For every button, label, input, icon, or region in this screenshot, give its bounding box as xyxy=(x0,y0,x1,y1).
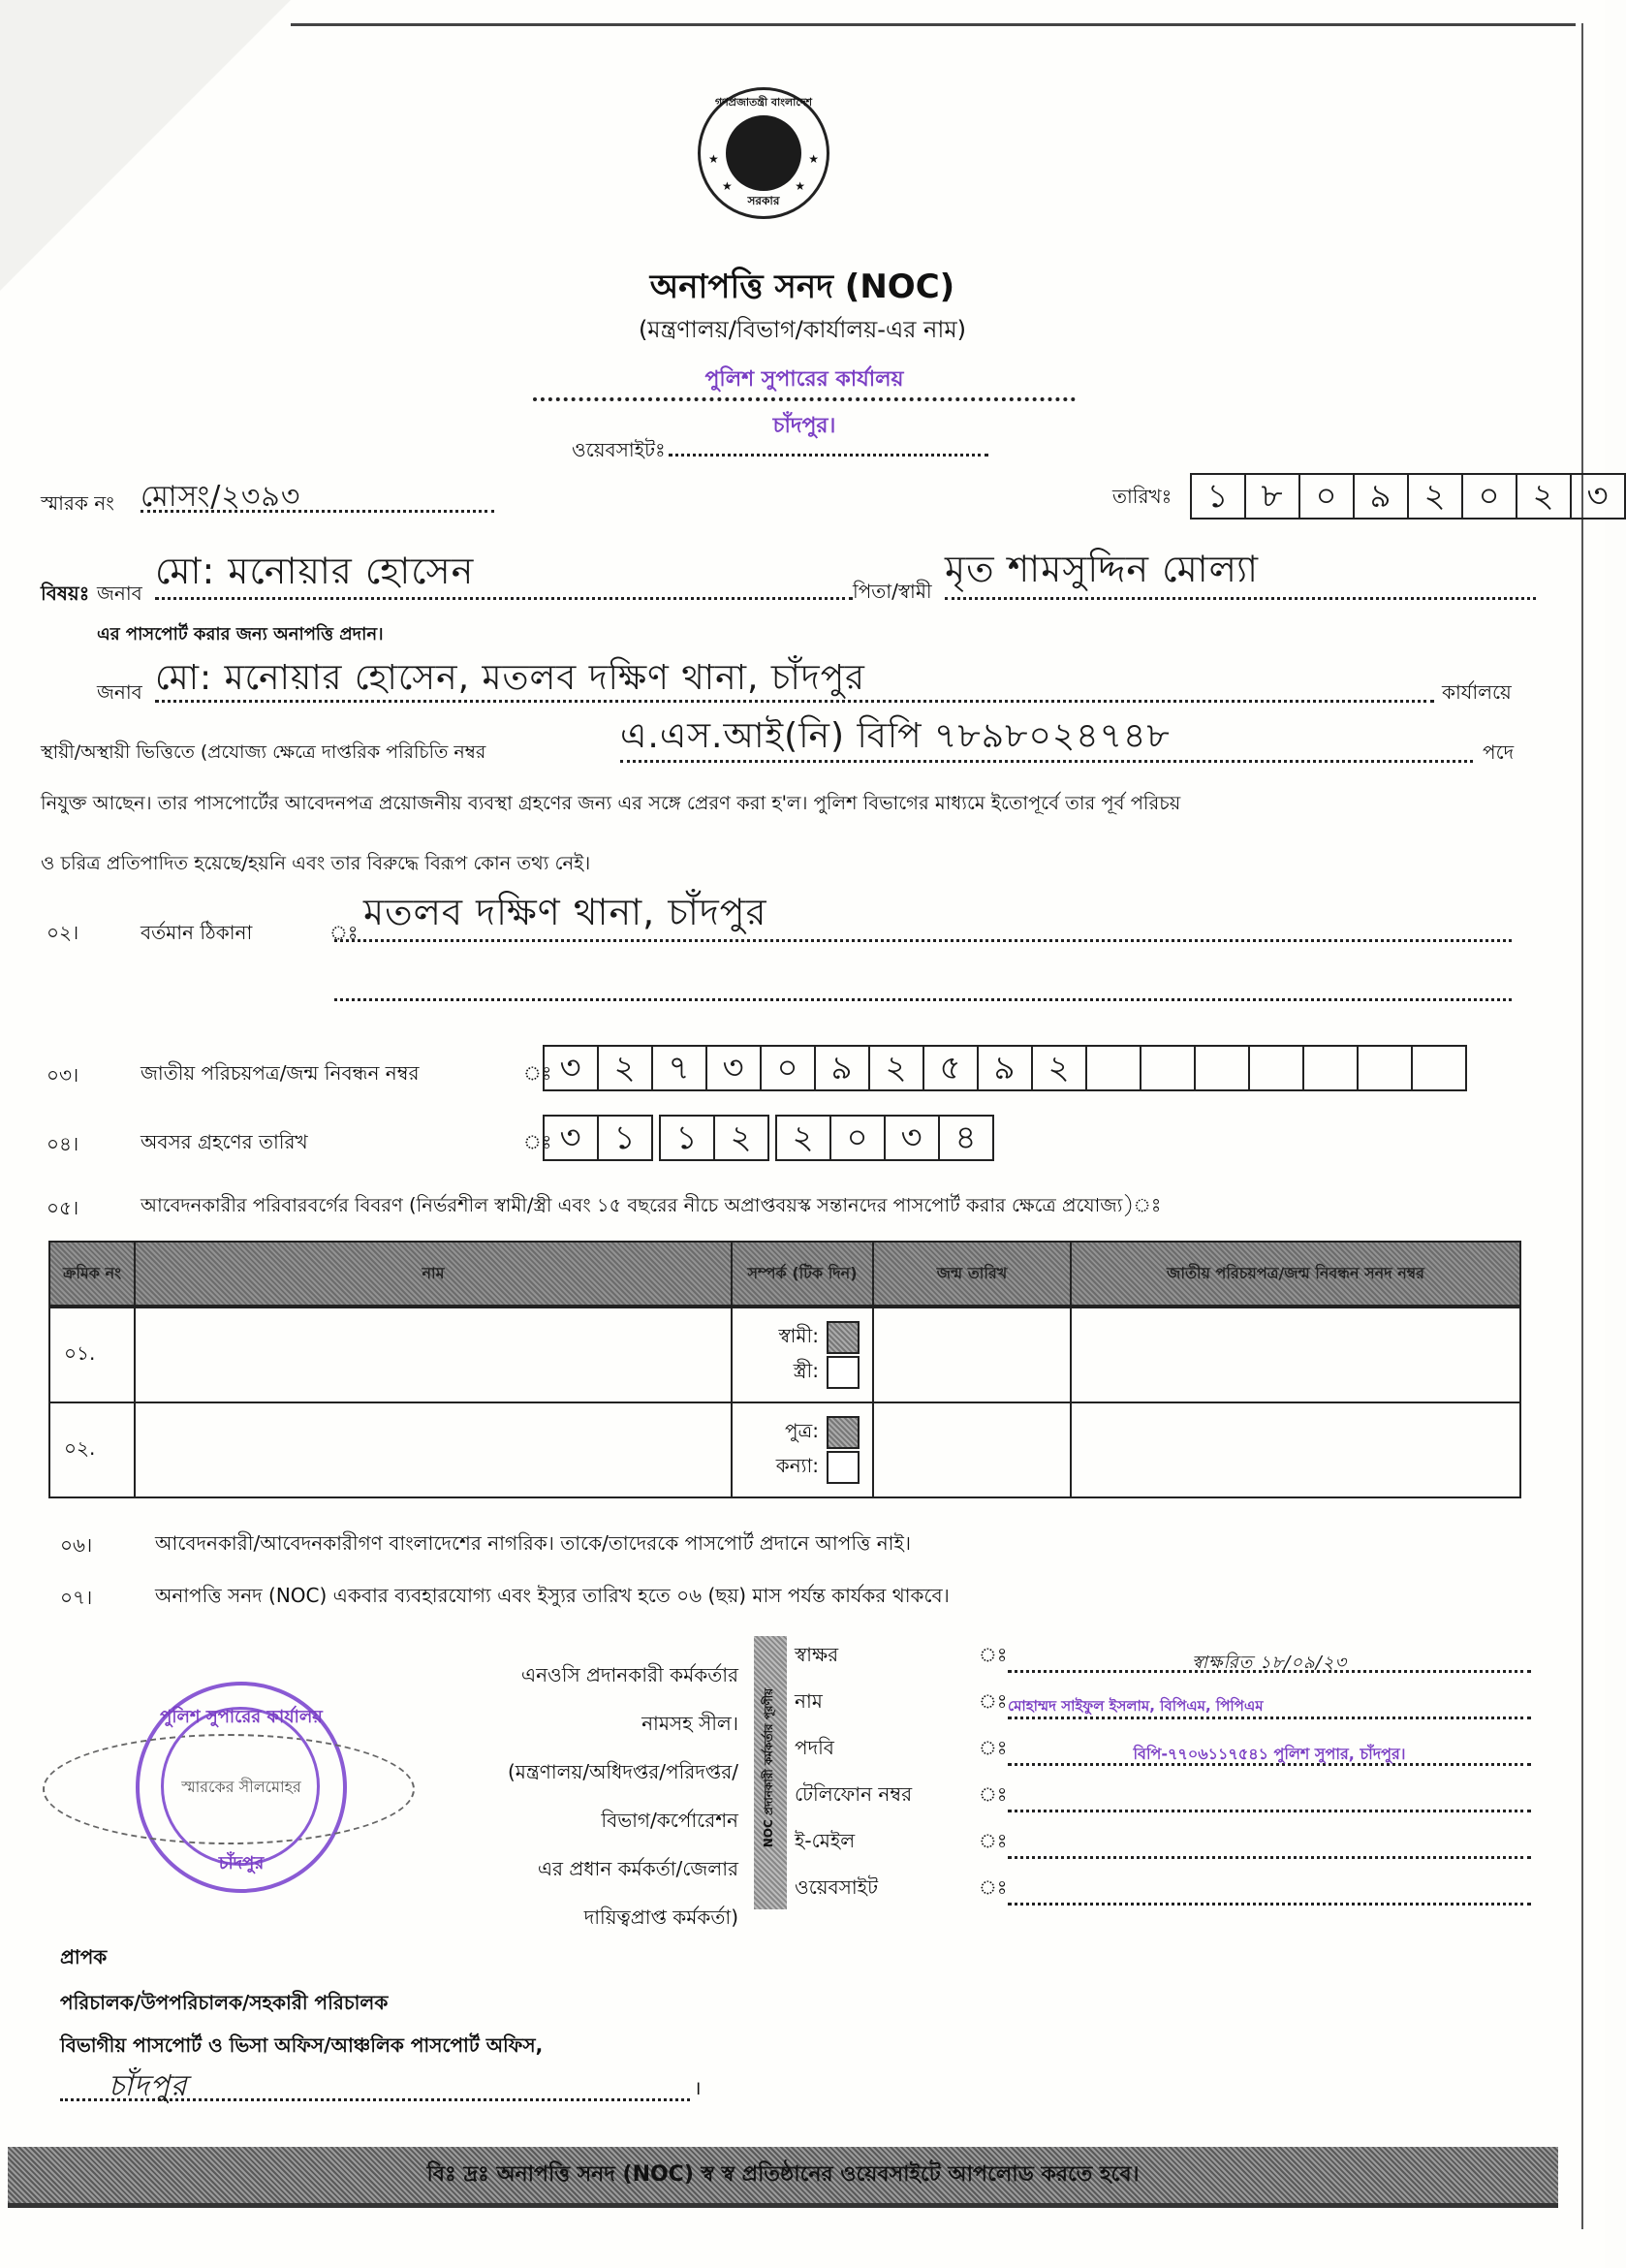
signatory-line: এর প্রধান কর্মকর্তা/জেলার xyxy=(537,1857,738,1880)
nid-digit-box[interactable]: ৯ xyxy=(816,1047,870,1089)
recipient-line-2: বিভাগীয় পাসপোর্ট ও ভিসা অফিস/আঞ্চলিক পাসপোর্ট অফিস, xyxy=(60,2033,544,2057)
star-icon: ★ xyxy=(722,179,733,193)
nid-digit-box[interactable]: ৩ xyxy=(707,1047,762,1089)
item-03-number: ০৩। xyxy=(47,1063,79,1087)
office-posting-field[interactable]: মো: মনোয়ার হোসেন, মতলব দক্ষিণ থানা, চাঁদপুর xyxy=(155,651,1434,703)
nid-digit-box[interactable] xyxy=(1141,1047,1196,1089)
website-value[interactable] xyxy=(1008,1881,1531,1906)
item-02-number: ০২। xyxy=(47,921,79,944)
son-checkbox[interactable] xyxy=(827,1416,860,1449)
field-colon: ঃ xyxy=(979,1875,1008,1899)
field-colon: ঃ xyxy=(979,1829,1008,1852)
option-label: কন্যা: xyxy=(775,1453,819,1477)
signatory-line: এনওসি প্রদানকারী কর্মকর্তার xyxy=(520,1663,738,1686)
dob-cell[interactable] xyxy=(873,1307,1071,1402)
name-field[interactable] xyxy=(795,1685,1531,1719)
website-signatory-field[interactable] xyxy=(795,1871,1531,1906)
date-digit-box[interactable]: ১ xyxy=(1192,475,1246,518)
retirement-label: অবসর গ্রহণের তারিখ xyxy=(141,1130,308,1153)
nid-digit-box[interactable] xyxy=(1087,1047,1141,1089)
nid-digit-box[interactable]: ৩ xyxy=(545,1047,599,1089)
husband-checkbox[interactable] xyxy=(827,1321,860,1354)
id-suffix: পদে xyxy=(1483,740,1515,764)
nid-boxes[interactable] xyxy=(543,1045,1467,1091)
designation-field[interactable] xyxy=(795,1731,1531,1766)
father-name-field[interactable]: মৃত শামসুদ্দিন মোল্যা xyxy=(945,541,1536,600)
telephone-field[interactable] xyxy=(795,1778,1531,1812)
col-serial: ক্রমিক নং xyxy=(49,1242,135,1307)
signatory-description xyxy=(407,1657,738,1948)
daughter-checkbox[interactable] xyxy=(827,1451,860,1484)
date-digit-box[interactable]: ৮ xyxy=(1246,475,1300,518)
col-relation: সম্পর্ক (টিক দিন) xyxy=(732,1242,873,1307)
date-boxes[interactable] xyxy=(1190,473,1626,520)
website-field[interactable] xyxy=(669,454,988,457)
signatory-line: (মন্ত্রণালয়/অধিদপ্তর/পরিদপ্তর/ xyxy=(507,1760,738,1783)
option-label: স্ত্রী: xyxy=(793,1358,819,1382)
nid-digit-box[interactable] xyxy=(1250,1047,1304,1089)
note-07-number: ০৭। xyxy=(60,1586,93,1609)
emblem-bottom-text: সরকার xyxy=(747,194,780,207)
body-janab-label: জনাব xyxy=(97,680,142,704)
paragraph-line-1: নিযুক্ত আছেন। তার পাসপোর্টের আবেদনপত্র প্রয়োজনীয় ব্যবস্থা গ্রহণের জন্য এর সঙ্গে প্রেরণ করা হ'ল। পুলিশ বিভাগের মাধ্যমে ইতোপূর্বে তার পূর্ব পরিচয় xyxy=(41,792,1181,814)
note-06-number: ০৬। xyxy=(60,1533,93,1557)
seal-bottom-text: চাঁদপুর xyxy=(218,1853,265,1874)
memo-label: স্মারক নং xyxy=(41,491,114,515)
website-label: ওয়েবসাইটঃ xyxy=(572,438,666,461)
nid-digit-box[interactable] xyxy=(1304,1047,1359,1089)
retirement-digit-box[interactable]: ২ xyxy=(730,1118,753,1157)
address-field-line-2[interactable] xyxy=(334,979,1512,1001)
officer-name-value[interactable]: মোহাম্মদ সাইফুল ইসলাম, বিপিএম, পিপিএম xyxy=(1008,1695,1531,1719)
field-label: ই-মেইল xyxy=(795,1829,856,1852)
seal-middle-text: স্মারকের সীলমোহর xyxy=(181,1778,301,1796)
table-row xyxy=(49,1307,1520,1402)
father-label: পিতা/স্বামী xyxy=(853,580,932,603)
folded-corner xyxy=(0,0,291,291)
row-serial: ০১. xyxy=(49,1307,135,1402)
nid-digit-box[interactable]: ৯ xyxy=(979,1047,1033,1089)
applicant-name-field[interactable]: মো: মনোয়ার হোসেন xyxy=(155,543,853,600)
note-06-text: আবেদনকারী/আবেদনকারীগণ বাংলাদেশের নাগরিক। তাকে/তাদেরকে পাসপোর্ট প্রদানে আপত্তি নাই। xyxy=(155,1531,912,1555)
star-icon: ★ xyxy=(808,152,819,166)
retirement-digit-box[interactable]: ১ xyxy=(613,1118,637,1157)
retirement-digit-box[interactable]: ৩ xyxy=(886,1117,940,1159)
nid-digit-box[interactable]: ৭ xyxy=(653,1047,707,1089)
retirement-date-group xyxy=(659,1115,769,1161)
office-location-stamp: চাঁদপুর। xyxy=(772,414,836,438)
signatory-line: বিভাগ/কর্পোরেশন xyxy=(601,1809,738,1832)
item-04-number: ০৪। xyxy=(47,1132,79,1155)
email-value[interactable] xyxy=(1008,1835,1531,1859)
government-emblem-icon xyxy=(698,87,829,219)
field-colon: ঃ xyxy=(979,1782,1008,1806)
footer-note: বিঃ দ্রঃ অনাপত্তি সনদ (NOC) স্ব স্ব প্রতিষ্ঠানের ওয়েবসাইটে আপলোড করতে হবে। xyxy=(8,2147,1558,2208)
family-table xyxy=(48,1241,1521,1498)
field-label: নাম xyxy=(795,1689,823,1713)
nid-digit-box[interactable]: ০ xyxy=(762,1047,816,1089)
signatory-line: দায়িত্বপ্রাপ্ত কর্মকর্তা) xyxy=(583,1906,738,1929)
dob-cell[interactable] xyxy=(873,1402,1071,1497)
subject-label: বিষয়ঃ xyxy=(41,582,90,605)
document-title: অনাপত্তি সনদ (NOC) xyxy=(649,268,955,306)
signature-value[interactable]: স্বাক্ষরিত ১৮/০৯/২৩ xyxy=(1008,1649,1531,1673)
retirement-colon: ঃ xyxy=(523,1130,552,1153)
signature-field[interactable] xyxy=(795,1638,1531,1673)
nid-digit-box[interactable]: ২ xyxy=(599,1047,653,1089)
subject-line: এর পাসপোর্ট করার জন্য অনাপত্তি প্রদান। xyxy=(97,624,384,645)
top-border xyxy=(291,23,1576,26)
name-cell[interactable] xyxy=(135,1402,732,1497)
nid-digit-box[interactable] xyxy=(1359,1047,1413,1089)
relation-cell xyxy=(732,1307,873,1402)
date-digit-box[interactable]: ৯ xyxy=(1355,475,1409,518)
field-label: ওয়েবসাইট xyxy=(795,1875,878,1899)
table-row xyxy=(49,1402,1520,1497)
recipient-end: । xyxy=(694,2076,702,2099)
recipient-line-1: পরিচালক/উপপরিচালক/সহকারী পরিচালক xyxy=(60,1991,389,2014)
date-digit-box[interactable]: ২ xyxy=(1517,475,1572,518)
name-cell[interactable] xyxy=(135,1307,732,1402)
nid-digit-box[interactable]: ২ xyxy=(870,1047,924,1089)
office-seal-stamp xyxy=(136,1682,347,1893)
date-digit-box[interactable]: ২ xyxy=(1409,475,1463,518)
field-colon: ঃ xyxy=(979,1689,1008,1713)
col-nid: জাতীয় পরিচয়পত্র/জন্ম নিবন্ধন সনদ নম্বর xyxy=(1071,1242,1520,1307)
retirement-digit-box[interactable]: ৪ xyxy=(954,1118,978,1157)
date-digit-box[interactable]: ০ xyxy=(1463,475,1517,518)
nid-cell[interactable] xyxy=(1071,1402,1520,1497)
note-07-text: অনাপত্তি সনদ (NOC) একবার ব্যবহারযোগ্য এবং ইস্যুর তারিখ হতে ০৬ (ছয়) মাস পর্যন্ত কার্যকর থাকবে। xyxy=(155,1584,950,1607)
office-name-stamp: পুলিশ সুপারের কার্যালয় xyxy=(704,367,904,392)
star-icon: ★ xyxy=(795,179,805,193)
field-label: স্বাক্ষর xyxy=(795,1643,839,1666)
paragraph-line-2: ও চরিত্র প্রতিপাদিত হয়েছে/হয়নি এবং তার বিরুদ্ধে বিরূপ কোন তথ্য নেই। xyxy=(41,852,591,874)
row-serial: ০২. xyxy=(49,1402,135,1497)
retirement-date-group xyxy=(775,1115,994,1161)
memo-number-field[interactable]: মোসং/২৩৯৩ xyxy=(141,473,494,513)
date-label: তারিখঃ xyxy=(1112,485,1173,508)
emblem-center-disc xyxy=(726,115,801,191)
option-label: স্বামী: xyxy=(778,1323,819,1347)
retirement-digit-box[interactable]: ৩ xyxy=(545,1117,599,1159)
signatory-line: নামসহ সীল। xyxy=(641,1712,738,1735)
recipient-city-field[interactable]: চাঁদপুর xyxy=(60,2063,690,2101)
designation-value[interactable]: বিপি-৭৭০৬১১৭৫৪১ পুলিশ সুপার, চাঁদপুর। xyxy=(1008,1742,1531,1766)
id-prefix: স্থায়ী/অস্থায়ী ভিত্তিতে (প্রযোজ্য ক্ষেত্রে দাপ্তরিক পরিচিতি নম্বর xyxy=(41,741,486,763)
field-colon: ঃ xyxy=(979,1736,1008,1759)
retirement-date-boxes[interactable] xyxy=(543,1115,994,1161)
relation-cell xyxy=(732,1402,873,1497)
emblem-top-text: গণপ্রজাতন্ত্রী বাংলাদেশ xyxy=(714,96,813,109)
nid-digit-box[interactable]: ২ xyxy=(1033,1047,1087,1089)
noc-side-band xyxy=(754,1636,787,1909)
nid-digit-box[interactable]: ৫ xyxy=(924,1047,979,1089)
address-field[interactable]: মতলব দক্ষিণ থানা, চাঁদপুর xyxy=(334,884,1512,942)
field-label: পদবি xyxy=(795,1736,834,1759)
janab-label: জনাব xyxy=(97,582,142,605)
side-band-text: NOC প্রদানকারী কর্মকর্তার পূরণীয় xyxy=(762,1687,775,1848)
retirement-date-group xyxy=(543,1115,653,1161)
address-label: বর্তমান ঠিকানা xyxy=(141,921,253,944)
field-label: টেলিফোন নম্বর xyxy=(795,1782,913,1806)
col-name: নাম xyxy=(135,1242,732,1307)
date-digit-box[interactable]: ৩ xyxy=(1586,477,1610,516)
retirement-digit-box[interactable]: ০ xyxy=(831,1117,886,1159)
recipient-label: প্রাপক xyxy=(60,1945,108,1969)
nid-cell[interactable] xyxy=(1071,1307,1520,1402)
office-suffix: কার্যালয়ে xyxy=(1442,680,1512,704)
telephone-value[interactable] xyxy=(1008,1788,1531,1812)
right-border xyxy=(1581,23,1583,2229)
email-field[interactable] xyxy=(795,1824,1531,1859)
nid-colon: ঃ xyxy=(523,1061,552,1085)
star-icon: ★ xyxy=(708,152,719,166)
nid-label: জাতীয় পরিচয়পত্র/জন্ম নিবন্ধন নম্বর xyxy=(141,1061,420,1085)
item-05-number: ০৫। xyxy=(47,1196,79,1219)
option-label: পুত্র: xyxy=(784,1418,819,1442)
nid-digit-box[interactable] xyxy=(1196,1047,1250,1089)
address-colon: ঃ xyxy=(329,921,359,944)
wife-checkbox[interactable] xyxy=(827,1356,860,1389)
official-id-field[interactable]: এ.এস.আই(নি) বিপি ৭৮৯৮০২৪৭৪৮ xyxy=(620,709,1473,763)
date-digit-box[interactable]: ০ xyxy=(1300,475,1355,518)
nid-digit-box[interactable] xyxy=(1413,1047,1465,1089)
document-subtitle: (মন্ত্রণালয়/বিভাগ/কার্যালয়-এর নাম) xyxy=(638,316,967,343)
seal-top-text: পুলিশ সুপারের কার্যালয় xyxy=(160,1707,323,1727)
office-name-line xyxy=(533,392,1076,401)
col-dob: জন্ম তারিখ xyxy=(873,1242,1071,1307)
field-colon: ঃ xyxy=(979,1643,1008,1666)
retirement-digit-box[interactable]: ১ xyxy=(661,1117,715,1159)
family-label: আবেদনকারীর পরিবারবর্গের বিবরণ (নির্ভরশীল স্বামী/স্ত্রী এবং ১৫ বছরের নীচে অপ্রাপ্তবয়স্ক সন্তানদের পাসপোর্ট করার ক্ষেত্রে প্রযোজ্য)ঃ xyxy=(141,1194,1162,1216)
retirement-digit-box[interactable]: ২ xyxy=(777,1117,831,1159)
